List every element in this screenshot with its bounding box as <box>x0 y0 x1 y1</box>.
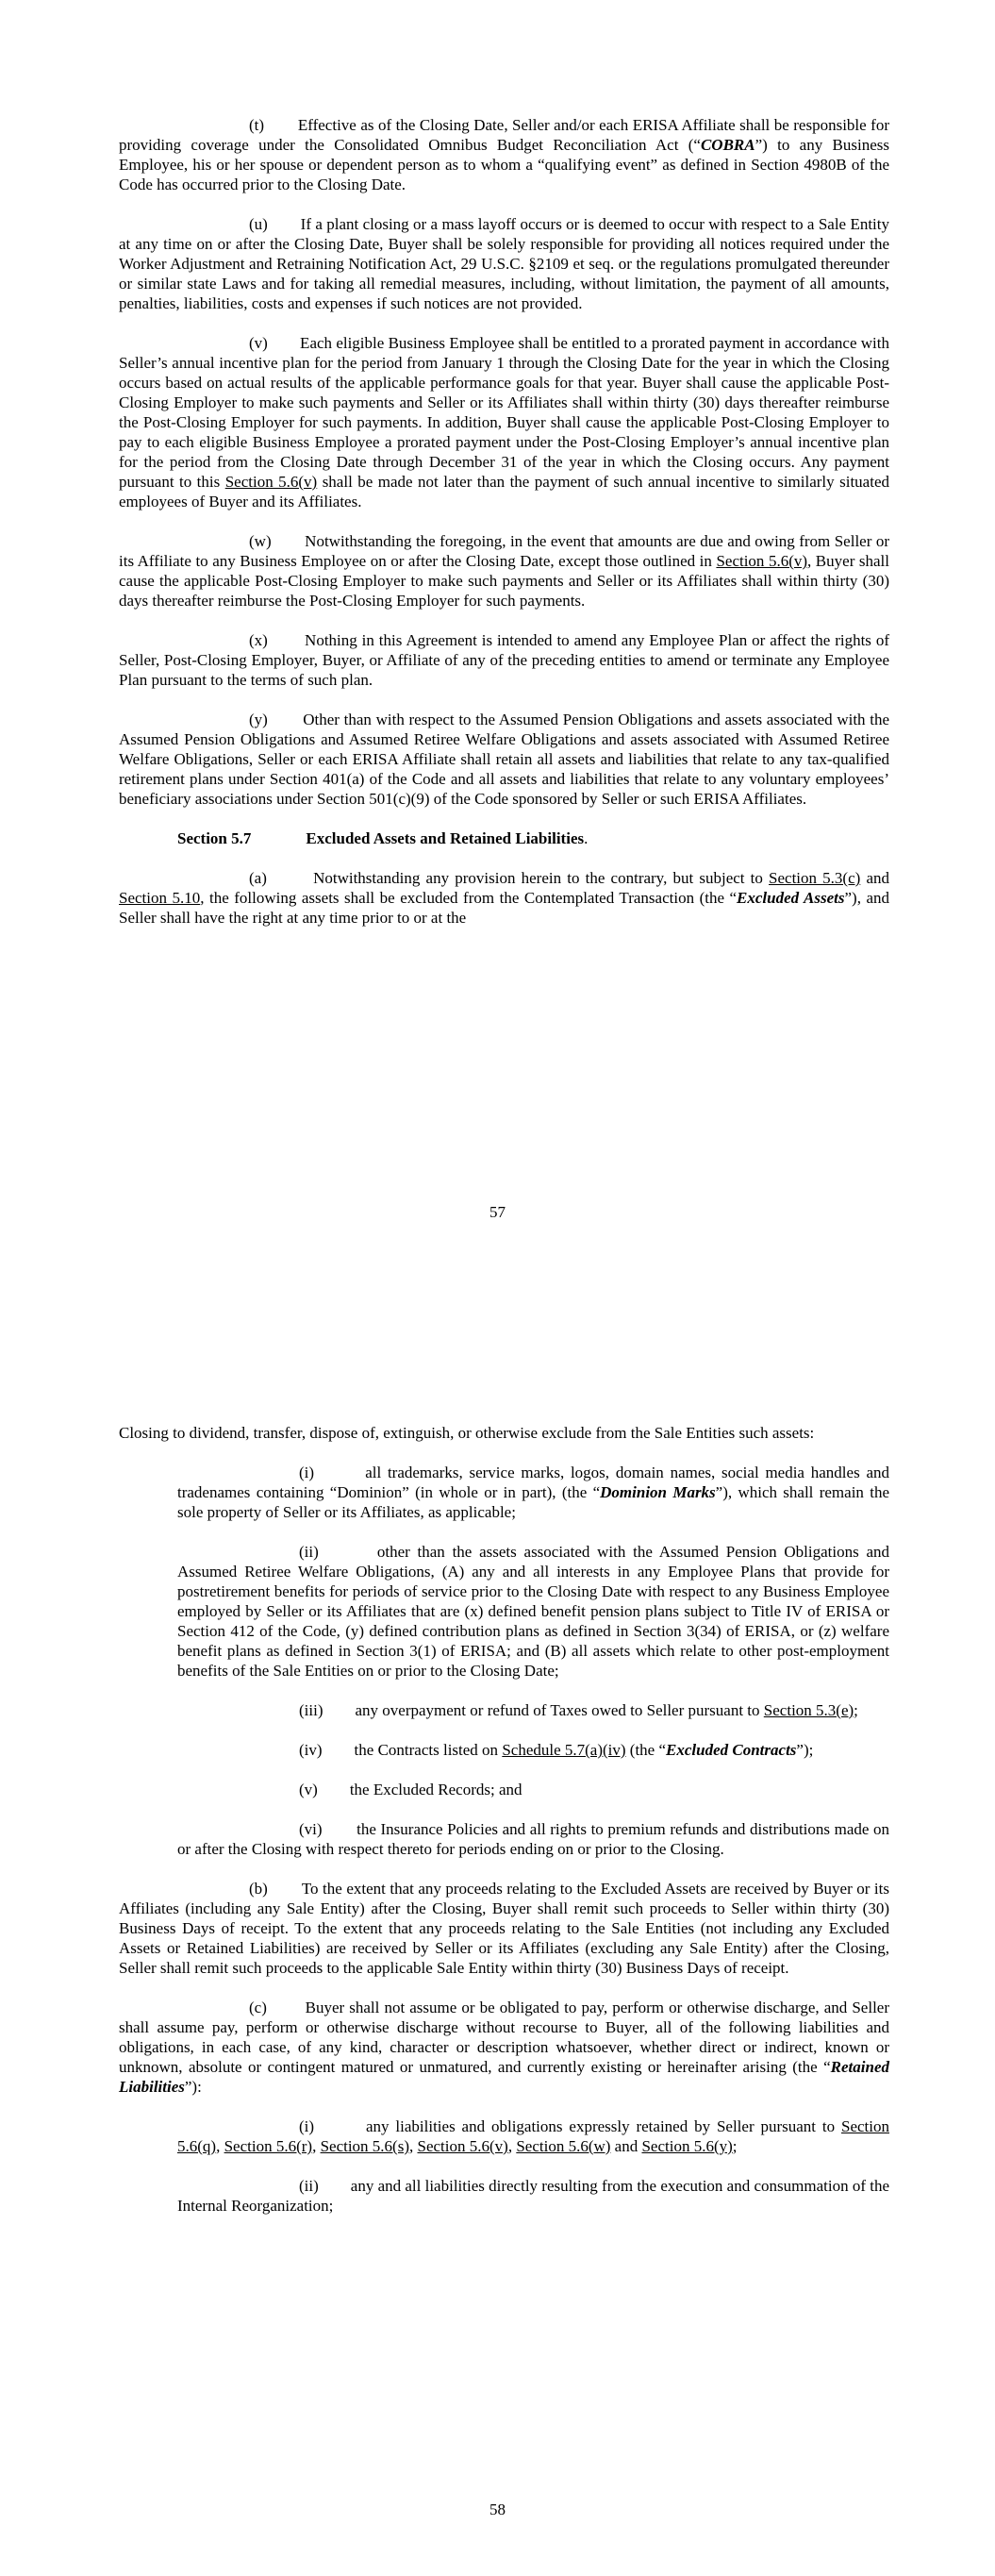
item-c-i-text: (i) any liabilities and obligations expressly retained by Seller pursuant to <box>299 2117 841 2135</box>
item-v: (v) the Excluded Records; and <box>299 1781 522 1798</box>
paragraph-b: (b) To the extent that any proceeds relating to the Excluded Assets are received by Buyer or its Affiliates (including any Sale Entity) after the Closing, Buyer shall remit such proceeds to Seller within thirty (30) Business Days of receipt. To the extent that any proceeds relating to the Sale Entities (not including any Excluded Assets or Retained Liabilities) are received by Seller or its Affiliates (excluding any Sale Entity) after the Closing, Seller shall remit such proceeds to the applicable Sale Entity within thirty (30) Business Days of receipt. <box>119 1880 889 1977</box>
defined-term-retained-liabilities: Retained Liabilities <box>119 2058 889 2096</box>
separator: , <box>507 2137 517 2155</box>
cross-reference-section-5-6-v[interactable]: Section 5.6(v) <box>417 2137 508 2155</box>
paragraph-w-text-end: , Buyer shall cause the applicable Post-Closing Employer to make such payments and Seller or its Affiliates shall within thirty (30) days thereafter reimburse the Post-Closing Employer for such payments. <box>119 552 889 610</box>
cross-reference-section-5-6-v[interactable]: Section 5.6(v) <box>224 473 318 491</box>
section-number: Section 5.7 <box>177 829 252 847</box>
page-58-body <box>119 1423 889 2216</box>
defined-term-cobra: COBRA <box>700 136 755 154</box>
item-c-ii: (ii) any and all liabilities directly resulting from the execution and consummation of the Internal Reorganization; <box>177 2177 890 2215</box>
paragraph-t-text-end: ”) to any Business Employee, his or her spouse or dependent person as to whom a “qualifying event” as defined in Section 4980B of the Code has occurred prior to the Closing Date. <box>119 136 889 193</box>
paragraph-a-text: (a) Notwithstanding any provision herein to the contrary, but subject to <box>249 869 770 887</box>
paragraph-w <box>119 531 889 611</box>
item-iv <box>177 1740 889 1760</box>
paragraph-t <box>119 115 889 194</box>
paragraph-c <box>119 1998 889 2097</box>
section-heading-5-7 <box>177 828 889 848</box>
item-iii-text-end: ; <box>854 1701 858 1719</box>
cross-reference-section-5-3-e[interactable]: Section 5.3(e) <box>763 1701 854 1719</box>
document-page-58 <box>0 1288 995 2576</box>
paragraph-a-text-mid: , the following assets shall be excluded from the Contemplated Transaction (the “ <box>200 889 738 907</box>
item-iv-text: (iv) the Contracts listed on <box>299 1741 503 1759</box>
paragraph-a-text-end: ”), and Seller shall have the right at any time prior to or at the <box>119 889 889 927</box>
separator: , <box>312 2137 321 2155</box>
paragraph-v-text: (v) Each eligible Business Employee shall be entitled to a prorated payment in accordance with Seller’s annual incentive plan for the period from January 1 through the Closing Date for the year in which the Closing occurs based on actual results of the applicable performance goals for that year. Buyer shall cause the applicable Post-Closing Employer to make such payments and Seller or its Affiliates shall within thirty (30) days thereafter reimburse the Post-Closing Employer for such payments. In addition, Buyer shall cause the applicable Post-Closing Employer to pay to each eligible Business Employee a prorated payment under the Post-Closing Employer’s annual incentive plan for the period from the Closing Date through December 31 of the year in which the Closing occurs. Any payment pursuant to this <box>119 334 889 491</box>
item-i-text: (i) all trademarks, service marks, logos, domain names, social media handles and tradenames containing “Dominion” (in whole or in part), (the “ <box>177 1464 889 1501</box>
page-number: 57 <box>489 1203 506 1221</box>
paragraph-c-text-end: ”): <box>184 2078 202 2096</box>
paragraph-w-text: (w) Notwithstanding the foregoing, in the event that amounts are due and owing from Seller or its Affiliate to any Business Employee on or after the Closing Date, except those outlined in <box>119 532 889 570</box>
cross-reference-schedule-5-7-a-iv[interactable]: Schedule 5.7(a)(iv) <box>502 1741 626 1759</box>
cross-reference-section-5-6-s[interactable]: Section 5.6(s) <box>320 2137 409 2155</box>
section-title-period: . <box>584 829 589 847</box>
item-iv-text-end: ”); <box>796 1741 814 1759</box>
paragraph-continuation: Closing to dividend, transfer, dispose of, extinguish, or otherwise exclude from the Sale Entities such assets: <box>119 1424 815 1442</box>
paragraph-u: (u) If a plant closing or a mass layoff occurs or is deemed to occur with respect to a Sale Entity at any time on or after the Closing Date, Buyer shall be solely responsible for providing all notices required under the Worker Adjustment and Retraining Notification Act, 29 U.S.C. §2109 et seq. or the regulations promulgated thereunder or similar state Laws and for taking all remedial measures, including, without limitation, the payment of all amounts, penalties, liabilities, costs and expenses if such notices are not provided. <box>119 215 889 312</box>
paragraph-a <box>119 868 889 928</box>
page-number: 58 <box>489 2501 506 2518</box>
paragraph-x: (x) Nothing in this Agreement is intended to amend any Employee Plan or affect the rights of Seller, Post-Closing Employer, Buyer, or Affiliate of any of the preceding entities to amend or terminate any Employee Plan pursuant to the terms of such plan. <box>119 631 889 689</box>
separator: , <box>216 2137 224 2155</box>
cross-reference-section-5-6-r[interactable]: Section 5.6(r) <box>224 2137 313 2155</box>
item-iii-text: (iii) any overpayment or refund of Taxes owed to Seller pursuant to <box>299 1701 764 1719</box>
cross-reference-section-5-3-c[interactable]: Section 5.3(c) <box>769 869 861 887</box>
section-title: Excluded Assets and Retained Liabilities <box>306 829 585 847</box>
item-c-i-text-end: ; <box>732 2137 738 2155</box>
paragraph-t-text: (t) Effective as of the Closing Date, Seller and/or each ERISA Affiliate shall be responsible for providing coverage under the Consolidated Omnibus Budget Reconciliation Act (“ <box>119 116 889 154</box>
defined-term-excluded-assets: Excluded Assets <box>737 889 845 907</box>
item-ii: (ii) other than the assets associated with the Assumed Pension Obligations and Assumed Retiree Welfare Obligations, (A) any and all interests in any Employee Plans that provide for postretirement benefits for periods of service prior to the Closing Date with respect to any Business Employee employed by Seller or its Affiliates that are (x) defined benefit pension plans subject to Title IV of ERISA or Section 412 of the Code, (y) defined contribution plans as defined in Section 3(34) of ERISA, or (z) welfare benefit plans as defined in Section 3(1) of ERISA; and (B) all assets which relate to other post-employment benefits of the Sale Entities on or prior to the Closing Date; <box>177 1543 889 1680</box>
cross-reference-section-5-10[interactable]: Section 5.10 <box>119 889 201 907</box>
defined-term-dominion-marks: Dominion Marks <box>600 1483 716 1501</box>
paragraph-a-conjunction: and <box>860 869 889 887</box>
page-57-body <box>119 115 889 928</box>
item-iii <box>177 1700 889 1720</box>
paragraph-v-text-end: shall be made not later than the payment of such annual incentive to similarly situated employees of Buyer and its Affiliates. <box>119 473 889 510</box>
item-i <box>177 1463 889 1522</box>
paragraph-v <box>119 333 889 511</box>
separator: and <box>610 2137 642 2155</box>
cross-reference-section-5-6-v[interactable]: Section 5.6(v) <box>716 552 808 570</box>
defined-term-excluded-contracts: Excluded Contracts <box>666 1741 797 1759</box>
item-iv-text-mid: (the “ <box>625 1741 667 1759</box>
cross-reference-section-5-6-w[interactable]: Section 5.6(w) <box>516 2137 611 2155</box>
separator: , <box>409 2137 418 2155</box>
cross-reference-section-5-6-y[interactable]: Section 5.6(y) <box>641 2137 733 2155</box>
paragraph-c-text: (c) Buyer shall not assume or be obligated to pay, perform or otherwise discharge, and Seller shall assume pay, perform or otherwise discharge without recourse to Buyer, all of the following liabilities and obligations, in each case, of any kind, character or description whatsoever, whether direct or indirect, known or unknown, absolute or contingent matured or unmatured, and currently existing or hereinafter arising (the “ <box>119 1999 889 2076</box>
paragraph-y: (y) Other than with respect to the Assumed Pension Obligations and assets associated with the Assumed Pension Obligations and Assumed Retiree Welfare Obligations and assets associated with Assumed Retiree Welfare Obligations, Seller or each ERISA Affiliate shall retain all assets and liabilities that relate to any tax-qualified retirement plans under Section 401(a) of the Code and all assets and liabilities that relate to any voluntary employees’ beneficiary associations under Section 501(c)(9) of the Code sponsored by Seller or such ERISA Affiliates. <box>119 711 889 808</box>
item-vi: (vi) the Insurance Policies and all rights to premium refunds and distributions made on or after the Closing with respect thereto for periods ending on or prior to the Closing. <box>177 1820 889 1858</box>
item-c-i <box>177 2116 889 2156</box>
cross-reference-section-5-6-q[interactable]: Section 5.6(q) <box>177 2117 889 2155</box>
item-i-text-end: ”), which shall remain the sole property of Seller or its Affiliates, as applicable; <box>177 1483 889 1521</box>
